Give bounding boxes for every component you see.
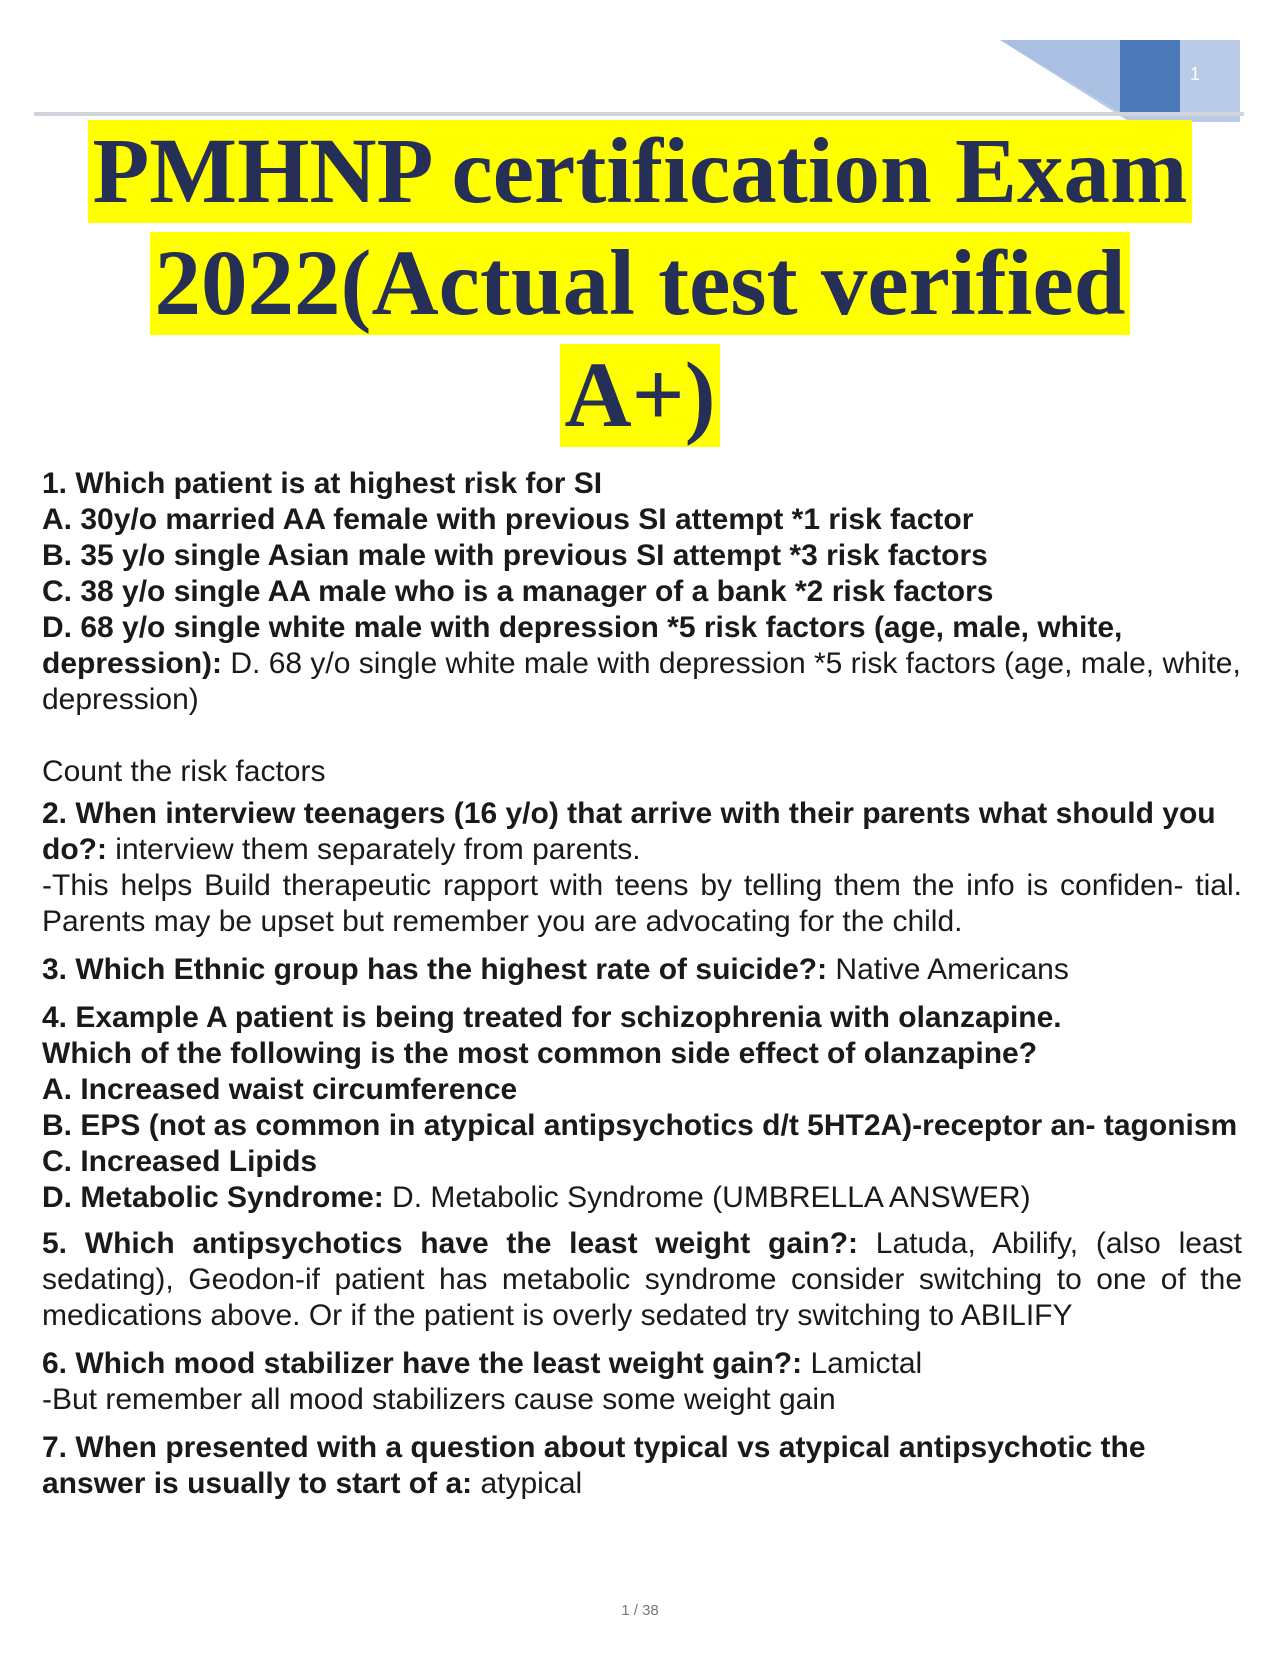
q1-option-b: B. 35 y/o single Asian male with previous SI attempt *3 risk factors bbox=[42, 539, 988, 572]
question-list bbox=[42, 466, 1242, 1502]
q1-option-c: C. 38 y/o single AA male who is a manager of a bank *2 risk factors bbox=[42, 575, 994, 608]
q3-stem: 3. Which Ethnic group has the highest rate of suicide?: bbox=[42, 953, 828, 986]
q7-answer: atypical bbox=[472, 1467, 583, 1500]
document-title bbox=[40, 116, 1240, 452]
question-4 bbox=[42, 1000, 1242, 1216]
title-line-3: A+) bbox=[560, 344, 719, 447]
q2-stem: 2. When interview teenagers (16 y/o) that arrive with their parents what should you do?: bbox=[42, 797, 1216, 866]
q6-stem: 6. Which mood stabilizer have the least weight gain?: bbox=[42, 1347, 803, 1380]
q2-answer: interview them separately from parents. bbox=[106, 833, 641, 866]
page-footer-pagination: 1 / 38 bbox=[621, 1602, 659, 1619]
q4-option-b: B. EPS (not as common in atypical antipsychotics d/t 5HT2A)-receptor an- tagonism bbox=[42, 1109, 1238, 1142]
q6-note: -But remember all mood stabilizers cause some weight gain bbox=[42, 1383, 836, 1416]
q3-answer: Native Americans bbox=[827, 953, 1069, 986]
q7-stem: 7. When presented with a question about typical vs atypical antipsychotic the answer is usually to start of a: bbox=[42, 1431, 1146, 1500]
title-line-2: 2022(Actual test verified bbox=[150, 232, 1129, 335]
q6-answer: Lamictal bbox=[802, 1347, 923, 1380]
q4-option-d: D. Metabolic Syndrome: bbox=[42, 1181, 384, 1214]
q1-stem: 1. Which patient is at highest risk for SI bbox=[42, 467, 603, 500]
q1-option-d: D. 68 y/o single white male with depression *5 risk factors (age, male, white, depression): bbox=[42, 611, 1123, 680]
q4-answer: D. Metabolic Syndrome (UMBRELLA ANSWER) bbox=[383, 1181, 1031, 1214]
q4-stem-2: Which of the following is the most common side effect of olanzapine? bbox=[42, 1037, 1038, 1070]
q1-note: Count the risk factors bbox=[42, 755, 326, 788]
q1-answer: D. 68 y/o single white male with depression *5 risk factors (age, male, white, depression) bbox=[42, 647, 1241, 716]
title-line-1: PMHNP certification Exam bbox=[88, 120, 1191, 223]
question-2 bbox=[42, 796, 1242, 940]
page-number: 1 bbox=[1189, 64, 1200, 84]
question-7 bbox=[42, 1430, 1242, 1502]
q4-option-c: C. Increased Lipids bbox=[42, 1145, 318, 1178]
question-1 bbox=[42, 466, 1242, 790]
q4-option-a: A. Increased waist circumference bbox=[42, 1073, 518, 1106]
question-5 bbox=[42, 1226, 1242, 1334]
question-6 bbox=[42, 1346, 1242, 1418]
q4-stem-1: 4. Example A patient is being treated for schizophrenia with olanzapine. bbox=[42, 1001, 1062, 1034]
q5-stem: 5. Which antipsychotics have the least weight gain?: bbox=[42, 1227, 859, 1260]
q5-answer: Latuda, Abilify, (also least sedating), Geodon-if patient has metabolic syndrome consider switching to one of the medications above. Or if the patient is overly sedated try switching to ABILIFY bbox=[42, 1227, 1242, 1332]
q2-note: -This helps Build therapeutic rapport with teens by telling them the info is confiden- tial. Parents may be upset but remember you are advocating for the child. bbox=[42, 869, 1242, 938]
q1-option-a: A. 30y/o married AA female with previous SI attempt *1 risk factor bbox=[42, 503, 974, 536]
question-3 bbox=[42, 952, 1242, 988]
